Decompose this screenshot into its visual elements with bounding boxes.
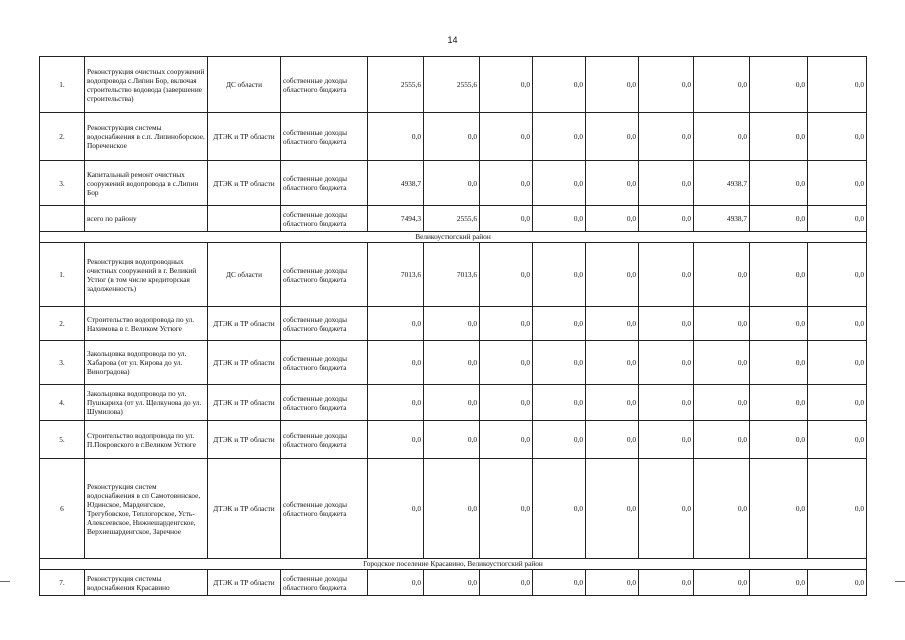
responsible-org: ДТЭК и ТР области — [208, 421, 281, 459]
amount-cell: 0,0 — [424, 421, 480, 459]
amount-cell: 0,0 — [808, 57, 867, 113]
amount-cell: 0,0 — [480, 206, 533, 232]
amount-cell: 0,0 — [368, 341, 424, 385]
funding-source: собственные доходы областного бюджета — [281, 161, 368, 206]
amount-cell: 0,0 — [586, 243, 639, 307]
amount-cell: 0,0 — [639, 113, 694, 161]
amount-cell: 0,0 — [480, 459, 533, 559]
amount-cell: 0,0 — [639, 341, 694, 385]
amount-cell: 0,0 — [694, 113, 750, 161]
amount-cell: 0,0 — [424, 307, 480, 341]
amount-cell: 0,0 — [480, 570, 533, 596]
amount-cell: 0,0 — [586, 570, 639, 596]
amount-cell: 0,0 — [480, 421, 533, 459]
budget-table — [39, 56, 867, 596]
table-row — [40, 307, 867, 341]
amount-cell: 0,0 — [586, 307, 639, 341]
responsible-org: ДС области — [208, 243, 281, 307]
row-number: 5. — [40, 421, 85, 459]
funding-source: собственные доходы областного бюджета — [281, 459, 368, 559]
amount-cell: 0,0 — [808, 570, 867, 596]
funding-source: собственные доходы областного бюджета — [281, 113, 368, 161]
object-name: Реконструкция водопроводных очистных сооружений в г. Великий Устюг (в том числе кредиторская задолженность) — [85, 243, 208, 307]
amount-cell: 0,0 — [586, 459, 639, 559]
row-number: 2. — [40, 307, 85, 341]
amount-cell: 0,0 — [694, 341, 750, 385]
row-number: 3. — [40, 341, 85, 385]
amount-cell: 0,0 — [808, 206, 867, 232]
responsible-org: ДТЭК и ТР области — [208, 385, 281, 421]
table-row — [40, 385, 867, 421]
amount-cell: 0,0 — [808, 385, 867, 421]
amount-cell: 0,0 — [694, 570, 750, 596]
amount-cell: 0,0 — [368, 307, 424, 341]
amount-cell: 0,0 — [586, 341, 639, 385]
amount-cell: 0,0 — [533, 385, 586, 421]
responsible-org: ДТЭК и ТР области — [208, 307, 281, 341]
object-name: Капитальный ремонт очистных сооружений водопровода в с.Липин Бор — [85, 161, 208, 206]
amount-cell: 0,0 — [694, 421, 750, 459]
funding-source: собственные доходы областного бюджета — [281, 307, 368, 341]
amount-cell: 0,0 — [586, 113, 639, 161]
page-edge-mark — [0, 581, 10, 582]
table-row — [40, 341, 867, 385]
amount-cell: 0,0 — [480, 243, 533, 307]
amount-cell: 0,0 — [533, 113, 586, 161]
table-row — [40, 161, 867, 206]
amount-cell: 7013,6 — [424, 243, 480, 307]
amount-cell: 0,0 — [533, 243, 586, 307]
amount-cell: 0,0 — [368, 113, 424, 161]
amount-cell: 4938,7 — [368, 161, 424, 206]
row-number: 1. — [40, 243, 85, 307]
responsible-org: ДТЭК и ТР области — [208, 161, 281, 206]
row-number: 2. — [40, 113, 85, 161]
amount-cell: 0,0 — [694, 385, 750, 421]
table-row — [40, 243, 867, 307]
amount-cell: 0,0 — [750, 341, 808, 385]
amount-cell: 0,0 — [424, 570, 480, 596]
amount-cell: 0,0 — [586, 385, 639, 421]
amount-cell: 0,0 — [424, 113, 480, 161]
amount-cell: 0,0 — [533, 341, 586, 385]
amount-cell: 4938,7 — [694, 161, 750, 206]
amount-cell: 0,0 — [750, 459, 808, 559]
responsible-org: ДТЭК и ТР области — [208, 459, 281, 559]
amount-cell: 0,0 — [368, 385, 424, 421]
amount-cell: 0,0 — [808, 243, 867, 307]
amount-cell: 0,0 — [368, 421, 424, 459]
amount-cell: 0,0 — [424, 459, 480, 559]
section-row — [40, 232, 867, 243]
amount-cell: 0,0 — [694, 307, 750, 341]
amount-cell: 0,0 — [533, 161, 586, 206]
page-edge-mark — [895, 581, 905, 582]
amount-cell: 0,0 — [750, 385, 808, 421]
table-body — [40, 57, 867, 596]
amount-cell: 0,0 — [639, 570, 694, 596]
amount-cell: 0,0 — [808, 307, 867, 341]
amount-cell: 0,0 — [368, 570, 424, 596]
amount-cell: 0,0 — [368, 459, 424, 559]
amount-cell: 0,0 — [533, 459, 586, 559]
amount-cell: 0,0 — [639, 243, 694, 307]
object-name: всего по району — [85, 206, 208, 232]
object-name: Строительство водопровода по ул. Нахимова в г. Великом Устюге — [85, 307, 208, 341]
amount-cell: 0,0 — [480, 113, 533, 161]
table-row — [40, 570, 867, 596]
section-title: Городское поселение Красавино, Великоустюгский район — [40, 559, 867, 570]
funding-source: собственные доходы областного бюджета — [281, 206, 368, 232]
amount-cell: 0,0 — [533, 307, 586, 341]
object-name: Реконструкция систем водоснабжения в сп Самотовинское, Юдинское, Марденгское, Трегубовское, Теплогорское, Усть-Алексеевское, Нижнешарденгское, Верхнешарденгское, Заречное — [85, 459, 208, 559]
amount-cell: 0,0 — [586, 57, 639, 113]
amount-cell: 0,0 — [639, 385, 694, 421]
amount-cell: 0,0 — [533, 206, 586, 232]
row-number: 3. — [40, 161, 85, 206]
responsible-org — [208, 206, 281, 232]
amount-cell: 0,0 — [694, 243, 750, 307]
amount-cell: 0,0 — [424, 341, 480, 385]
row-number: 6 — [40, 459, 85, 559]
funding-source: собственные доходы областного бюджета — [281, 341, 368, 385]
row-number: 7. — [40, 570, 85, 596]
section-title: Великоустюгский район — [40, 232, 867, 243]
table-row — [40, 206, 867, 232]
table-row — [40, 421, 867, 459]
object-name: Реконструкция очистных сооружений водопровода с.Липин Бор, включая строительство водовода (завершение строительства) — [85, 57, 208, 113]
amount-cell: 0,0 — [750, 161, 808, 206]
amount-cell: 0,0 — [750, 307, 808, 341]
amount-cell: 0,0 — [424, 385, 480, 421]
amount-cell: 0,0 — [639, 459, 694, 559]
funding-source: собственные доходы областного бюджета — [281, 421, 368, 459]
funding-source: собственные доходы областного бюджета — [281, 243, 368, 307]
amount-cell: 0,0 — [480, 57, 533, 113]
amount-cell: 0,0 — [750, 57, 808, 113]
amount-cell: 0,0 — [586, 161, 639, 206]
object-name: Реконструкция системы водоснабжения в с.п. Липиноборское, Пореченское — [85, 113, 208, 161]
object-name: Реконструкция системы водоснабжения Красавино — [85, 570, 208, 596]
funding-source: собственные доходы областного бюджета — [281, 570, 368, 596]
section-row — [40, 559, 867, 570]
amount-cell: 0,0 — [424, 161, 480, 206]
object-name: Строительство водопровода по ул. П.Покровского в г.Великом Устюге — [85, 421, 208, 459]
object-name: Закольцовка водопровода по ул. Пушкариха (от ул. Щелкунова до ул. Шумилова) — [85, 385, 208, 421]
amount-cell: 7013,6 — [368, 243, 424, 307]
table-row — [40, 113, 867, 161]
row-number — [40, 206, 85, 232]
amount-cell: 0,0 — [639, 421, 694, 459]
object-name: Закольцовка водопровода по ул. Хабарова (от ул. Кирова до ул. Виноградова) — [85, 341, 208, 385]
amount-cell: 0,0 — [808, 459, 867, 559]
amount-cell: 0,0 — [808, 113, 867, 161]
responsible-org: ДС области — [208, 57, 281, 113]
amount-cell: 0,0 — [808, 341, 867, 385]
amount-cell: 0,0 — [639, 307, 694, 341]
row-number: 1. — [40, 57, 85, 113]
amount-cell: 0,0 — [586, 206, 639, 232]
amount-cell: 0,0 — [694, 57, 750, 113]
amount-cell: 0,0 — [639, 161, 694, 206]
amount-cell: 0,0 — [750, 206, 808, 232]
amount-cell: 4938,7 — [694, 206, 750, 232]
amount-cell: 0,0 — [533, 57, 586, 113]
page-number: 14 — [447, 35, 458, 45]
amount-cell: 0,0 — [750, 570, 808, 596]
funding-source: собственные доходы областного бюджета — [281, 385, 368, 421]
amount-cell: 0,0 — [480, 385, 533, 421]
funding-source: собственные доходы областного бюджета — [281, 57, 368, 113]
responsible-org: ДТЭК и ТР области — [208, 113, 281, 161]
amount-cell: 2555,6 — [424, 206, 480, 232]
amount-cell: 0,0 — [480, 341, 533, 385]
amount-cell: 0,0 — [808, 421, 867, 459]
table-row — [40, 57, 867, 113]
amount-cell: 0,0 — [808, 161, 867, 206]
responsible-org: ДТЭК и ТР области — [208, 341, 281, 385]
amount-cell: 0,0 — [533, 421, 586, 459]
amount-cell: 0,0 — [639, 57, 694, 113]
amount-cell: 0,0 — [750, 113, 808, 161]
amount-cell: 2555,6 — [424, 57, 480, 113]
responsible-org: ДТЭК и ТР области — [208, 570, 281, 596]
amount-cell: 0,0 — [480, 307, 533, 341]
amount-cell: 0,0 — [750, 243, 808, 307]
amount-cell: 0,0 — [750, 421, 808, 459]
amount-cell: 7494,3 — [368, 206, 424, 232]
amount-cell: 0,0 — [639, 206, 694, 232]
amount-cell: 0,0 — [586, 421, 639, 459]
table-row — [40, 459, 867, 559]
row-number: 4. — [40, 385, 85, 421]
amount-cell: 2555,6 — [368, 57, 424, 113]
amount-cell: 0,0 — [694, 459, 750, 559]
amount-cell: 0,0 — [480, 161, 533, 206]
amount-cell: 0,0 — [533, 570, 586, 596]
